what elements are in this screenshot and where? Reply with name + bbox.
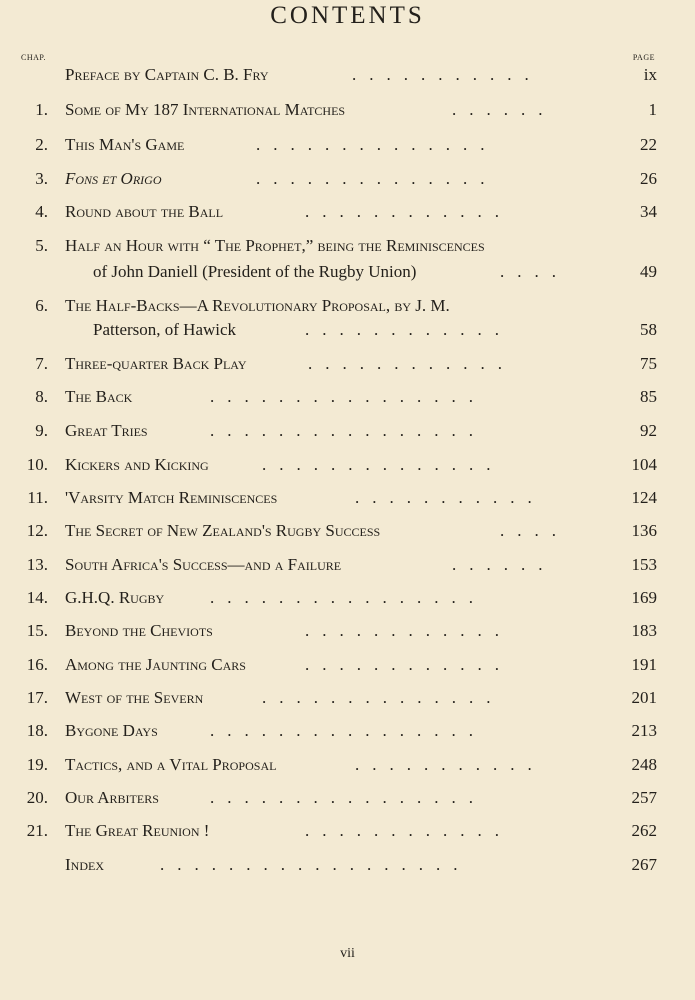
toc-entry bbox=[0, 754, 695, 776]
chapter-title: Beyond the Cheviots bbox=[65, 621, 213, 640]
page-number: 124 bbox=[631, 488, 657, 507]
page-number: 213 bbox=[631, 721, 657, 740]
chapter-number: 3. bbox=[35, 169, 48, 188]
toc-entry bbox=[0, 134, 695, 156]
page-number: 49 bbox=[640, 262, 657, 281]
chapter-title: Our Arbiters bbox=[65, 788, 159, 807]
toc-entry bbox=[0, 420, 695, 442]
page-number: 85 bbox=[640, 387, 657, 406]
dot-leader: .............. bbox=[256, 135, 498, 154]
dot-leader: .............. bbox=[262, 455, 504, 474]
toc-entry bbox=[0, 168, 695, 190]
dot-leader: ............ bbox=[308, 354, 515, 373]
toc-entry bbox=[0, 487, 695, 509]
chapter-title: Half an Hour with “ The Prophet,” being the Reminiscences bbox=[65, 236, 485, 255]
chapter-title-continued: Patterson, of Hawick bbox=[93, 320, 237, 339]
chapter-title: Preface by Captain C. B. Fry bbox=[65, 65, 269, 84]
page-number: 262 bbox=[631, 821, 657, 840]
chapter-number: 20. bbox=[26, 788, 48, 807]
chapter-number: 15. bbox=[26, 621, 48, 640]
dot-leader: ............ bbox=[305, 821, 512, 840]
folio-page-number: vii bbox=[340, 946, 355, 961]
dot-leader: ................ bbox=[210, 721, 486, 740]
page-number: 75 bbox=[640, 354, 657, 373]
page-number: 201 bbox=[631, 688, 657, 707]
page-number: 248 bbox=[631, 755, 657, 774]
chapter-number: 9. bbox=[35, 421, 48, 440]
toc-entry bbox=[0, 64, 695, 86]
page-number: 153 bbox=[631, 555, 657, 574]
dot-leader: ............ bbox=[305, 202, 512, 221]
chapter-title: Tactics, and a Vital Proposal bbox=[65, 755, 277, 774]
dot-leader: ............ bbox=[305, 655, 512, 674]
chapter-title: Some of My 187 International Matches bbox=[65, 100, 346, 119]
toc-entry bbox=[0, 587, 695, 609]
toc-entry bbox=[0, 787, 695, 809]
chapter-column-header: CHAP. bbox=[21, 53, 46, 62]
chapter-number: 8. bbox=[35, 387, 48, 406]
chapter-number: 17. bbox=[26, 688, 48, 707]
dot-leader: ................ bbox=[210, 588, 486, 607]
chapter-title: The Half-Backs—A Revolutionary Proposal, by J. M. bbox=[65, 296, 450, 315]
chapter-title: South Africa's Success—and a Failure bbox=[65, 555, 342, 574]
dot-leader: .................. bbox=[160, 855, 471, 874]
chapter-number: 12. bbox=[26, 521, 48, 540]
dot-leader: ........... bbox=[355, 488, 545, 507]
page-number: ix bbox=[643, 65, 657, 84]
toc-entry bbox=[0, 687, 695, 709]
chapter-number: 21. bbox=[26, 821, 48, 840]
toc-entry bbox=[0, 554, 695, 576]
page-number: 26 bbox=[640, 169, 657, 188]
chapter-number: 5. bbox=[35, 236, 48, 255]
chapter-title: West of the Severn bbox=[65, 688, 204, 707]
chapter-number: 4. bbox=[35, 202, 48, 221]
page-number: 136 bbox=[631, 521, 657, 540]
chapter-title: The Secret of New Zealand's Rugby Success bbox=[65, 521, 381, 540]
toc-entry bbox=[0, 654, 695, 676]
page-number: 169 bbox=[631, 588, 657, 607]
dot-leader: ...... bbox=[452, 555, 556, 574]
page-number: 34 bbox=[640, 202, 657, 221]
chapter-number: 13. bbox=[26, 555, 48, 574]
chapter-title: Among the Jaunting Cars bbox=[65, 655, 246, 674]
page-number: 22 bbox=[640, 135, 657, 154]
chapter-number: 6. bbox=[35, 296, 48, 315]
dot-leader: ........... bbox=[352, 65, 542, 84]
dot-leader: ............ bbox=[305, 621, 512, 640]
dot-leader: .............. bbox=[262, 688, 504, 707]
page-number: 58 bbox=[640, 320, 657, 339]
page-number: 104 bbox=[631, 455, 657, 474]
chapter-title: Bygone Days bbox=[65, 721, 158, 740]
chapter-title: G.H.Q. Rugby bbox=[65, 588, 165, 607]
chapter-number: 10. bbox=[26, 455, 48, 474]
dot-leader: .... bbox=[500, 262, 569, 281]
chapter-title-continued: of John Daniell (President of the Rugby Union) bbox=[93, 262, 417, 281]
toc-entry-continued bbox=[0, 261, 695, 283]
chapter-number: 19. bbox=[26, 755, 48, 774]
contents-title: CONTENTS bbox=[270, 2, 425, 29]
chapter-title: The Back bbox=[65, 387, 133, 406]
dot-leader: ................ bbox=[210, 788, 486, 807]
chapter-number: 1. bbox=[35, 100, 48, 119]
chapter-title: The Great Reunion ! bbox=[65, 821, 210, 840]
chapter-title: 'Varsity Match Reminiscences bbox=[65, 488, 278, 507]
toc-entry bbox=[0, 295, 695, 317]
chapter-number: 7. bbox=[35, 354, 48, 373]
toc-entry bbox=[0, 235, 695, 257]
chapter-number: 11. bbox=[27, 488, 48, 507]
toc-entry bbox=[0, 454, 695, 476]
dot-leader: .... bbox=[500, 521, 569, 540]
chapter-title: Index bbox=[65, 855, 104, 874]
chapter-number: 16. bbox=[26, 655, 48, 674]
dot-leader: ................ bbox=[210, 421, 486, 440]
page-number: 183 bbox=[631, 621, 657, 640]
chapter-title: Three-quarter Back Play bbox=[65, 354, 247, 373]
toc-entry-continued bbox=[0, 319, 695, 341]
toc-entry bbox=[0, 854, 695, 876]
chapter-title: Round about the Ball bbox=[65, 202, 224, 221]
toc-entry bbox=[0, 386, 695, 408]
page-number: 257 bbox=[631, 788, 657, 807]
toc-entry bbox=[0, 353, 695, 375]
page-number: 92 bbox=[640, 421, 657, 440]
toc-entry bbox=[0, 820, 695, 842]
toc-entry bbox=[0, 201, 695, 223]
chapter-number: 14. bbox=[26, 588, 48, 607]
page-column-header: PAGE bbox=[632, 53, 655, 62]
chapter-title: Fons et Origo bbox=[65, 169, 162, 188]
chapter-title: This Man's Game bbox=[65, 135, 185, 154]
chapter-title: Great Tries bbox=[65, 421, 148, 440]
dot-leader: ................ bbox=[210, 387, 486, 406]
toc-entry bbox=[0, 720, 695, 742]
toc-entry bbox=[0, 99, 695, 121]
toc-entry bbox=[0, 520, 695, 542]
chapter-number: 2. bbox=[35, 135, 48, 154]
dot-leader: ...... bbox=[452, 100, 556, 119]
page-number: 1 bbox=[648, 100, 657, 119]
page-number: 267 bbox=[631, 855, 657, 874]
chapter-number: 18. bbox=[26, 721, 48, 740]
toc-entry bbox=[0, 620, 695, 642]
dot-leader: ........... bbox=[355, 755, 545, 774]
page-number: 191 bbox=[631, 655, 657, 674]
dot-leader: .............. bbox=[256, 169, 498, 188]
dot-leader: ............ bbox=[305, 320, 512, 339]
chapter-title: Kickers and Kicking bbox=[65, 455, 209, 474]
